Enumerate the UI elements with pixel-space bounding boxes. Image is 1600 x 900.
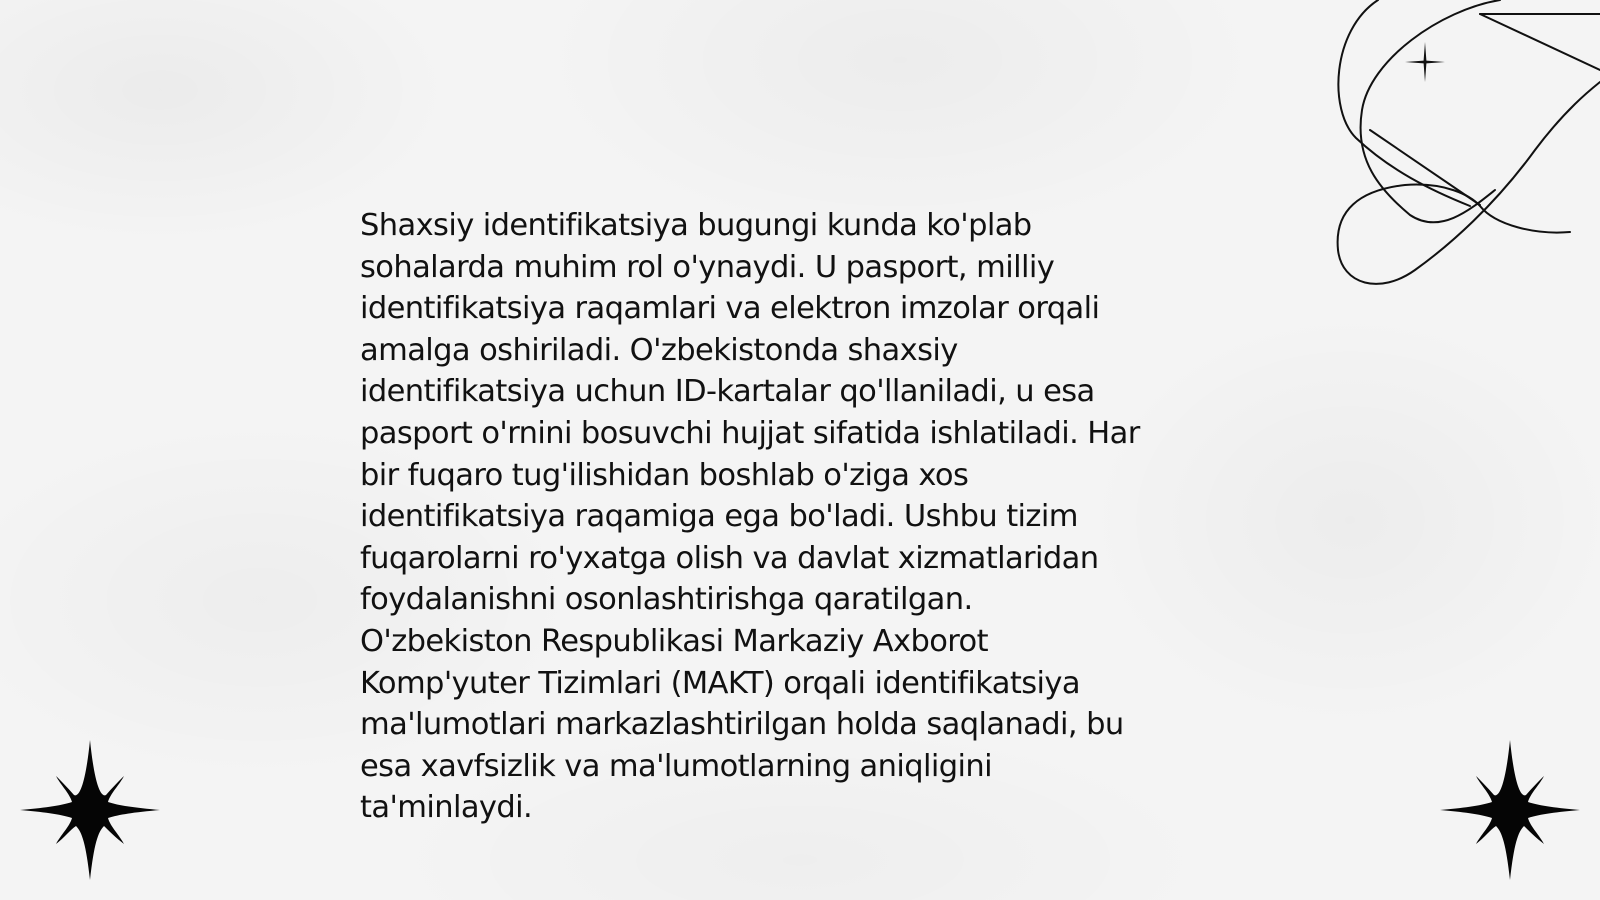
four-point-star-icon	[20, 740, 160, 880]
four-point-star-icon	[1440, 740, 1580, 880]
body-paragraph: Shaxsiy identifikatsiya bugungi kunda ko'plab sohalarda muhim rol o'ynaydi. U pasport, milliy identifikatsiya raqamlari va elektron imzolar orqali amalga oshiriladi. O'zbekistonda shaxsiy identifikatsiya uchun ID-kartalar qo'llaniladi, u esa pasport o'rnini bosuvchi hujjat sifatida ishlatiladi. Har bir fuqaro tug'ilishidan boshlab o'ziga xos identifikatsiya raqamiga ega bo'ladi. Ushbu tizim fuqarolarni ro'yxatga olish va davlat xizmatlaridan foydalanishni osonlashtirishga qaratilgan. O'zbekiston Respublikasi Markaziy Axborot Komp'yuter Tizimlari (MAKT) orqali identifikatsiya ma'lumotlari markazlashtirilgan holda saqlanadi, bu esa xavfsizlik va ma'lumotlarning aniqligini ta'minlaydi.	[360, 208, 1140, 826]
orbit-lines-icon	[1320, 0, 1600, 300]
small-sparkle-icon	[1405, 42, 1445, 82]
